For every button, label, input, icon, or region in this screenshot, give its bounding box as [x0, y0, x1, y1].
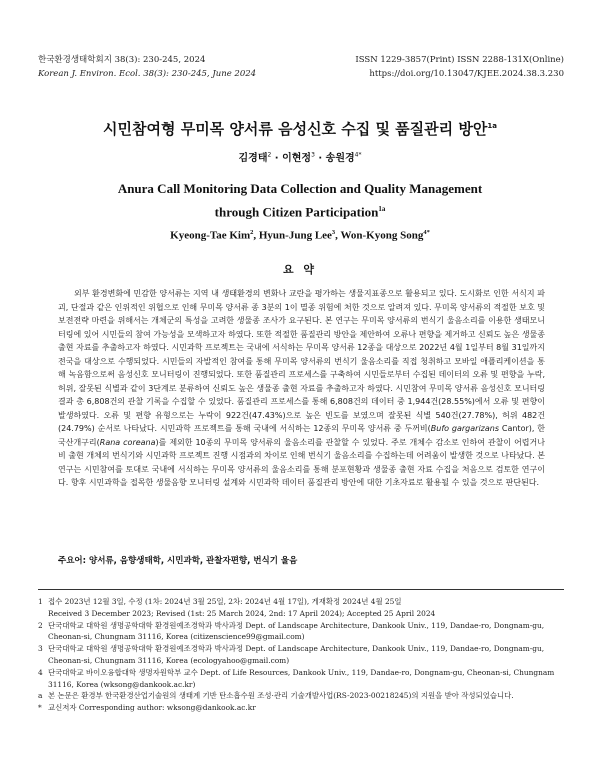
- author-en-3: Won-Kyong Song: [340, 229, 424, 242]
- footnote-text: Received 3 December 2023; Revised (1st: 25 March 2024, 2nd: 17 April 2024); Accepted 25 April 2024: [48, 608, 436, 618]
- species-name-rana: Rana coreana: [99, 437, 156, 447]
- journal-citation: [38, 53, 256, 81]
- author-ko-3-mark: 4*: [354, 151, 362, 159]
- footnote-divider: [38, 589, 564, 590]
- author-separator: ·: [271, 153, 283, 164]
- footnote-mark: 3: [38, 644, 43, 654]
- footnotes: [38, 596, 564, 714]
- footnote-text: 단국대학교 대학원 생명공학대학 환경원예조경학과 박사과정 Dept. of Landscape Architecture, Dankook Univ., 119, Dandae-ro, Dongnam-gu, Cheonan-si, Chungnam 31116, Korea (citizenscience99@gmail.com): [48, 620, 545, 642]
- journal-identifiers: [355, 53, 564, 81]
- footnote-text: 교신저자 Corresponding author: wksong@dankook.ac.kr: [48, 703, 256, 713]
- author-ko-2: 이현정: [282, 153, 312, 164]
- footnote-item: [38, 643, 564, 667]
- footnote-mark: 4: [38, 667, 43, 677]
- footnote-mark: *: [38, 703, 42, 713]
- footnote-mark: 1: [38, 597, 43, 606]
- journal-citation-ko: 한국환경생태학회지 38(3): 230-245, 2024: [38, 55, 206, 65]
- journal-citation-en: Korean J. Environ. Ecol. 38(3): 230-245, June 2024: [38, 69, 257, 79]
- footnote-item: [38, 702, 564, 714]
- author-separator: ,: [253, 229, 259, 242]
- author-separator: ·: [314, 153, 326, 164]
- keywords: 주요어: 양서류, 음향생태학, 시민과학, 관찰자편향, 번식기 울음: [58, 556, 298, 566]
- title-korean-footnote-mark: 1a: [487, 122, 497, 130]
- footnote-item: [38, 667, 564, 691]
- author-separator: ,: [335, 229, 341, 242]
- author-en-1-mark: 2: [250, 229, 254, 236]
- title-english-line-2-text: through Citizen Participation: [214, 204, 379, 220]
- footnote-text: 본 논문은 환경부 한국환경산업기술원의 생태계 기반 탄소흡수원 조성·관리 기술개발사업(RS-2023-00218245)의 지원을 받아 작성되었습니다.: [48, 691, 514, 701]
- abstract-body: [58, 287, 545, 490]
- abstract-text-2: Cantor), 한국산개구리(: [58, 424, 545, 447]
- author-ko-3: 송원경: [325, 153, 355, 164]
- abstract-text-3: )를 제외한 10종의 무미목 양서류의 울음소리를 관찰할 수 있었다. 주로 개체수 감소로 인하여 관찰이 어렵거나 비 출현 개체의 번식기와 시민과학 프로젝트 진행 시점과의 차이로 인해 번식기 울음소리를 수집하는데 어려움이 발생한 것으로 나타났다. 본 연구는 시민참여를 토대로 국내에 서식하는 무미목 양서류의 울음소리를 통해 분포현황과 생물종 출현 자료 수집을 처음으로 검토한 연구이다. 향후 시민과학을 접목한 생물음향 모니터링 설계와 시민과학 데이터 품질관리 방안에 대한 기초자료로 활용될 수 있을 것으로 판단된다.: [58, 437, 545, 487]
- title-english: [0, 178, 600, 222]
- issn: ISSN 1229-3857(Print) ISSN 2288-131X(Online): [355, 55, 564, 65]
- abstract-heading: 요 약: [282, 263, 318, 276]
- author-en-2: Hyun-Jung Lee: [258, 229, 332, 242]
- footnote-mark: a: [38, 691, 43, 701]
- author-ko-2-mark: 3: [311, 151, 315, 159]
- footnote-text: 단국대학교 바이오융합대학 생명자원학부 교수 Dept. of Life Resources, Dankook Univ., 119, Dandae-ro, Dongnam-gu, Cheonan-si, Chungnam 31116, Korea (wksong@dankook.ac.kr): [48, 667, 555, 689]
- author-ko-1-mark: 2: [267, 151, 272, 159]
- author-en-3-mark: 4*: [423, 229, 430, 236]
- footnote-text: 단국대학교 대학원 생명공학대학 환경원예조경학과 박사과정 Dept. of Landscape Architecture, Dankook Univ., 119, Dandae-ro, Dongnam-gu, Cheonan-si, Chungnam 31116, Korea (ecologyahoo@gmail.com): [48, 644, 545, 665]
- doi-link[interactable]: https://doi.org/10.13047/KJEE.2024.38.3.230: [369, 69, 564, 79]
- author-ko-1: 김경태: [238, 153, 268, 164]
- title-english-footnote-mark: 1a: [378, 205, 386, 213]
- author-en-1: Kyeong-Tae Kim: [170, 229, 251, 242]
- authors-korean: [0, 149, 600, 164]
- footnote-item: [38, 620, 564, 644]
- title-korean: [0, 118, 600, 139]
- abstract-text-1: 외부 환경변화에 민감한 양서류는 지역 내 생태환경의 변화나 교란을 평가하는 생물지표종으로 활용되고 있다. 도시화로 인한 서식지 파괴, 단절과 같은 인위적인 위협으로 인해 무미목 양서류 종 3분의 1이 멸종 위험에 처한 것으로 알려져 있다. 무미목 양서류의 적절한 보호 및 보전전략 마련을 위해서는 개체군의 특성을 고려한 생물종 조사가 요구된다. 본 연구는 무미목 양서류의 번식기 울음소리를 이용한 생태모니터링에 있어 시민들의 참여 가능성을 모색하고자 하였다. 또한 적절한 품질관리 방안을 제안하여 오류나 편향을 제거하고 신뢰도 높은 생물종 출현 자료를 추출하고자 하였다. 시민과학 프로젝트는 국내에 서식하는 무미목 양서류 12종을 대상으로 2022년 4월 1일부터 8월 31일까지 전국을 대상으로 수행되었다. 시민들의 자발적인 참여를 통해 무미목 양서류의 번식기 울음소리를 직접 청취하고 모바일 애플리케이션을 통해 녹음함으로써 음성신호 모니터링이 진행되었다. 또한 품질관리 프로세스를 구축하여 시민들로부터 수집된 데이터의 오류 및 편향을 누락, 허위, 잘못된 식별과 같이 3단계로 분류하여 신뢰도 높은 생물종 출현 자료를 추출하고자 하였다. 시민참여 무미목 양서류 음성신호 모니터링 결과 총 6,808건의 관찰 기록을 수집할 수 있었다. 품질관리 프로세스를 통해 6,808건의 데이터 중 1,944건(28.55%)에서 오류 및 편향이 발생하였다. 오류 및 편향 유형으로는 누락이 922건(47.43%)으로 높은 빈도를 보였으며 잘못된 식별 540건(27.78%), 허위 482건(24.79%) 순서로 나타났다. 시민과학 프로젝트를 통해 국내에 서식하는 12종의 무미목 양서류 중 두꺼비(: [58, 289, 545, 433]
- title-english-line-1: Anura Call Monitoring Data Collection and Quality Management: [117, 181, 483, 196]
- species-name-bufo: Bufo gargarizans: [430, 424, 500, 433]
- footnote-text: 접수 2023년 12월 3일, 수정 (1차: 2024년 3월 25일, 2차: 2024년 4월 17일), 게재확정 2024년 4월 25일: [48, 597, 402, 606]
- authors-english: [0, 229, 600, 242]
- author-en-2-mark: 3: [331, 229, 336, 236]
- footnote-item: [38, 690, 564, 702]
- title-english-line-2: [0, 199, 600, 222]
- footnote-item: [38, 596, 564, 608]
- footnote-item: [38, 608, 564, 620]
- title-korean-text: 시민참여형 무미목 양서류 음성신호 수집 및 품질관리 방안: [103, 120, 488, 138]
- footnote-mark: 2: [38, 620, 43, 630]
